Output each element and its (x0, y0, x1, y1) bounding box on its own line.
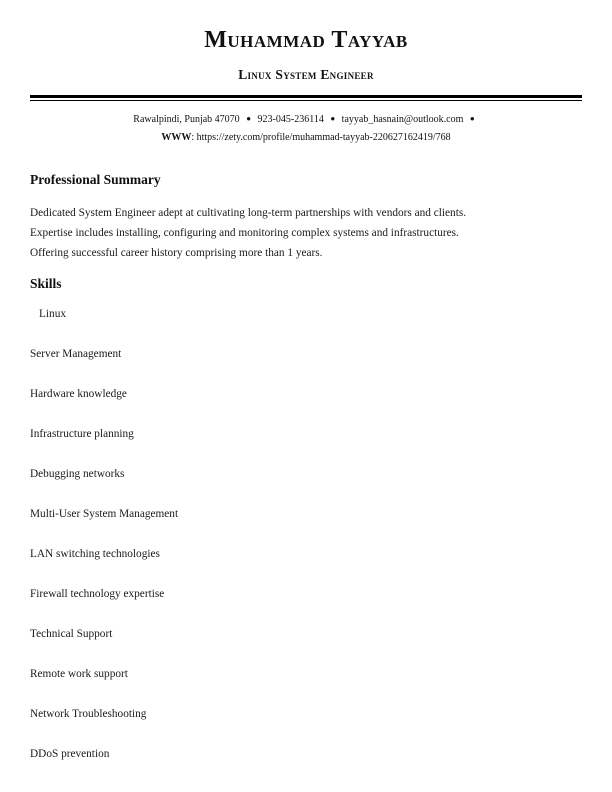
summary-line: Offering successful career history comprising more than 1 years. (30, 247, 323, 259)
skill-item: Network Troubleshooting (30, 708, 147, 720)
summary-text (30, 203, 590, 263)
bullet-separator: ● (246, 114, 252, 123)
skills-heading: Skills (30, 276, 62, 291)
skill-item: LAN switching technologies (30, 548, 160, 560)
skill-item: Hardware knowledge (30, 388, 127, 400)
summary-heading: Professional Summary (30, 172, 161, 187)
skill-item: DDoS prevention (30, 748, 110, 760)
skill-item: Firewall technology expertise (30, 588, 165, 600)
skill-item: Linux (39, 308, 66, 320)
bullet-separator: ● (469, 114, 475, 123)
bullet-separator: ● (330, 114, 336, 123)
contact-line (0, 114, 612, 125)
skill-item: Remote work support (30, 668, 128, 680)
website-line (0, 132, 612, 143)
contact-location: Rawalpindi, Punjab 47070 (133, 114, 240, 125)
skill-item: Debugging networks (30, 468, 125, 480)
summary-line: Expertise includes installing, configuring and monitoring complex systems and infrastructures. (30, 227, 459, 239)
website-label: WWW (161, 132, 192, 143)
skill-item: Infrastructure planning (30, 428, 134, 440)
candidate-name: Muhammad Tayyab (204, 27, 408, 53)
header-divider-thin (30, 100, 582, 101)
contact-email[interactable]: tayyab_hasnain@outlook.com (341, 114, 464, 125)
skill-item: Technical Support (30, 628, 113, 640)
website-url[interactable]: : https://zety.com/profile/muhammad-tayyab-220627162419/768 (191, 132, 451, 143)
job-title: Linux System Engineer (238, 67, 374, 82)
contact-phone: 923-045-236114 (257, 114, 324, 125)
summary-line: Dedicated System Engineer adept at cultivating long-term partnerships with vendors and clients. (30, 207, 467, 219)
skill-item: Server Management (30, 348, 122, 360)
skill-item: Multi-User System Management (30, 508, 179, 520)
header-divider-thick (30, 95, 582, 98)
